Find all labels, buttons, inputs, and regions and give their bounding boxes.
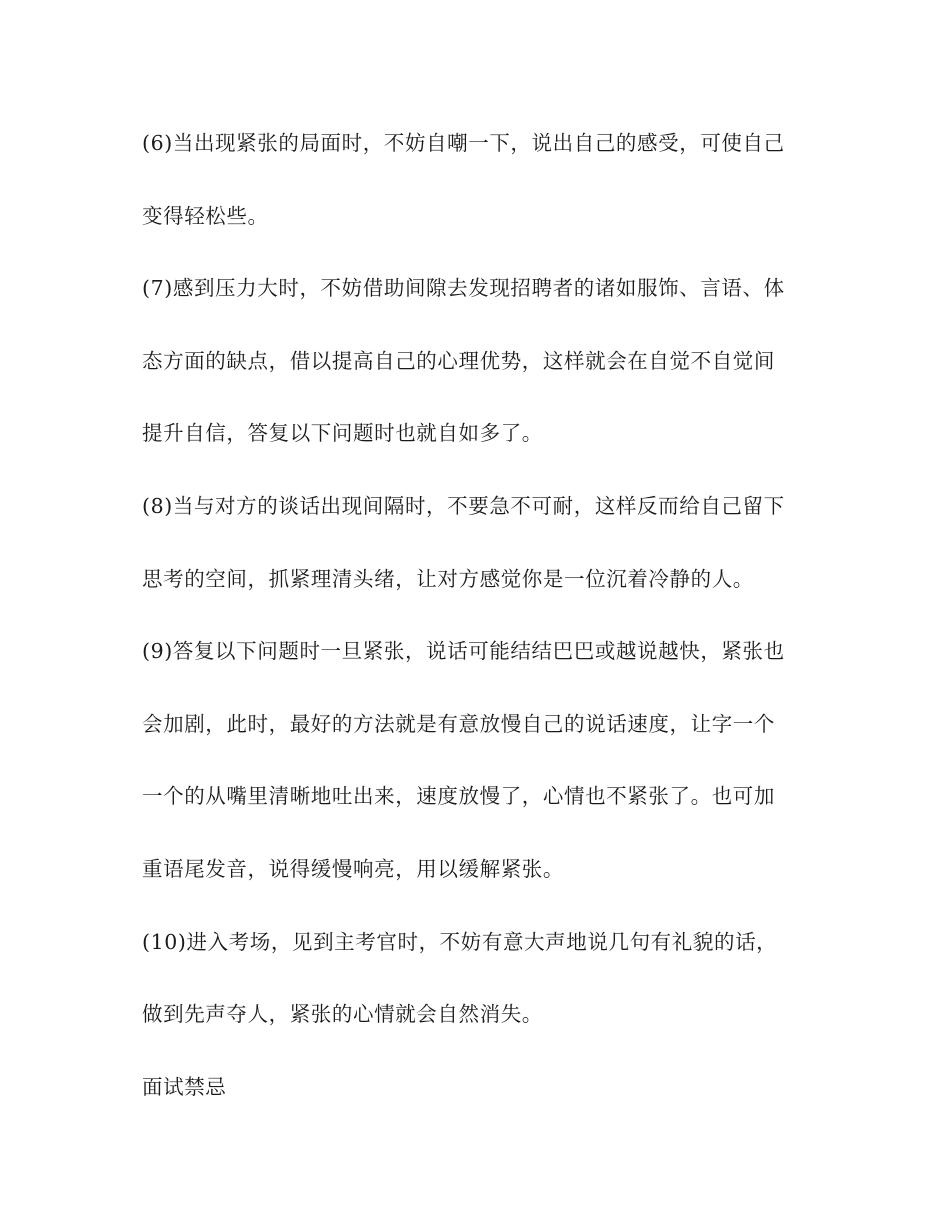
- paragraph-7-line-3: 提升自信，答复以下问题时也就自如多了。: [142, 421, 543, 446]
- document-body: [142, 119, 822, 1135]
- paragraph-9-line-3: 一个的从嘴里清晰地吐出来，速度放慢了，心情也不紧张了。也可加: [142, 784, 775, 809]
- paragraph-10-line-1: (10)进入考场，见到主考官时，不妨有意大声地说几句有礼貌的话，: [142, 929, 778, 954]
- paragraph-8-line-2: 思考的空间，抓紧理清头绪，让对方感觉你是一位沉着冷静的人。: [142, 566, 754, 591]
- paragraph-9-line-2: 会加剧，此时，最好的方法就是有意放慢自己的说话速度，让字一个: [142, 711, 775, 736]
- paragraph-6-line-2: 变得轻松些。: [142, 203, 269, 228]
- paragraph-9-line-4: 重语尾发音，说得缓慢响亮，用以缓解紧张。: [142, 856, 564, 881]
- paragraph-8-line-1: (8)当与对方的谈话出现间隔时，不要急不可耐，这样反而给自己留下: [142, 493, 785, 518]
- paragraph-9-line-1: (9)答复以下问题时一旦紧张，说话可能结结巴巴或越说越快，紧张也: [142, 639, 785, 664]
- paragraph-7-line-2: 态方面的缺点，借以提高自己的心理优势，这样就会在自觉不自觉间: [142, 348, 775, 373]
- section-heading: 面试禁忌: [142, 1074, 227, 1099]
- paragraph-7-line-1: (7)感到压力大时，不妨借助间隙去发现招聘者的诸如服饰、言语、体: [142, 276, 785, 301]
- paragraph-6-line-1: (6)当出现紧张的局面时，不妨自嘲一下，说出自己的感受，可使自己: [142, 131, 785, 155]
- paragraph-10-line-2: 做到先声夺人，紧张的心情就会自然消失。: [142, 1002, 543, 1027]
